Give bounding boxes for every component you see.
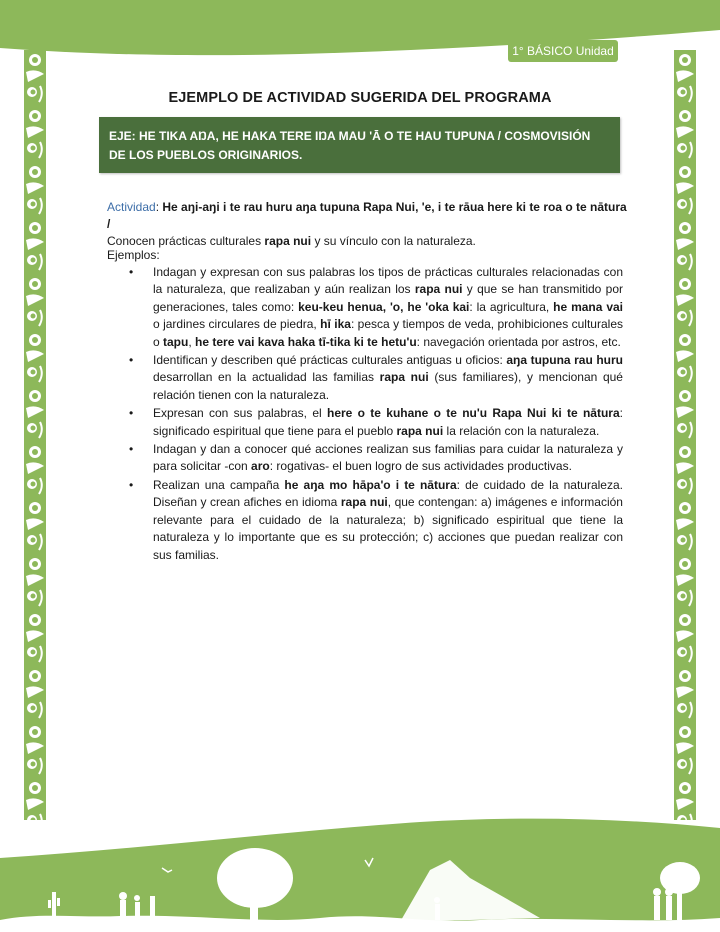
examples-list <box>107 264 623 565</box>
page-title: EJEMPLO DE ACTIVIDAD SUGERIDA DEL PROGRAMA <box>168 90 552 106</box>
activity-label: Actividad <box>107 200 156 214</box>
bullet-icon: • <box>129 406 134 421</box>
example-item: • Expresan con sus palabras, el here o te kuhane o te nu'u Rapa Nui ki te nātura: significado espiritual que tiene para el pueblo rapa nui la relación con la naturaleza. <box>129 406 623 438</box>
unit-badge: 1° BÁSICO Unidad 1 <box>508 40 618 62</box>
bullet-icon: • <box>129 477 134 492</box>
examples-heading: Ejemplos: <box>107 248 160 262</box>
example-item: • Indagan y dan a conocer qué acciones realizan sus familias para cuidar la naturaleza y para solicitar -con aro: rogativas- el buen logro de sus actividades productivas. <box>129 442 623 474</box>
bullet-icon: • <box>129 442 134 457</box>
activity-title: He aŋi-aŋi i te rau huru aŋa tupuna Rapa Nui, 'e, i te rāua here ki te roa o te nātura <box>162 200 627 214</box>
example-item: • Indagan y expresan con sus palabras los tipos de prácticas culturales relacionadas con la naturaleza, que realizaban y aún realizan los rapa nui y que se han transmitido por generaciones, tales como: keu-keu henua, 'o, he 'oka kai: la agricultura, he mana vai o jardines circulares de piedra, hī ika: pesca y tiempos de veda, prohibiciones culturales o tapu, he tere vai kava haka tī-tika ki te hetu'u: navegación orientada por astros, etc. <box>129 265 623 349</box>
landscape-silhouette-band-icon <box>0 800 720 932</box>
rapa-nui-pattern-border-icon <box>674 50 696 820</box>
rapa-nui-pattern-border-icon <box>24 50 46 820</box>
example-item: • Identifican y describen qué prácticas culturales antiguas u oficios: aŋa tupuna rau huru desarrollan en la actualidad las familias rapa nui (sus familiares), y mencionan qué relación tienen con la naturaleza. <box>129 353 623 402</box>
example-item: • Realizan una campaña he aŋa mo hāpa'o i te nātura: de cuidado de la naturaleza. Diseñan y crean afiches en idioma rapa nui, que contengan: a) imágenes e información relevante para el cuidado de la naturaleza; b) significado espiritual que tiene la naturaleza y lo importante que es su protección; c) acciones que puedan realizar con sus familias. <box>129 477 623 562</box>
bullet-icon: • <box>129 265 134 279</box>
activity-description: Actividad: He aŋi-aŋi i te rau huru aŋa tupuna Rapa Nui, 'e, i te rāua here ki te roa o te nātura / Conocen prácticas culturales rapa nui y su vínculo con la naturaleza. <box>107 200 627 248</box>
eje-heading-box: EJE: HE TIKA AŊA, HE HAKA TERE IŊA MAU 'Ā O TE HAU TUPUNA / COSMOVISIÓN DE LOS PUEBLOS ORIGINARIOS. <box>99 117 620 173</box>
bullet-icon: • <box>129 353 134 368</box>
